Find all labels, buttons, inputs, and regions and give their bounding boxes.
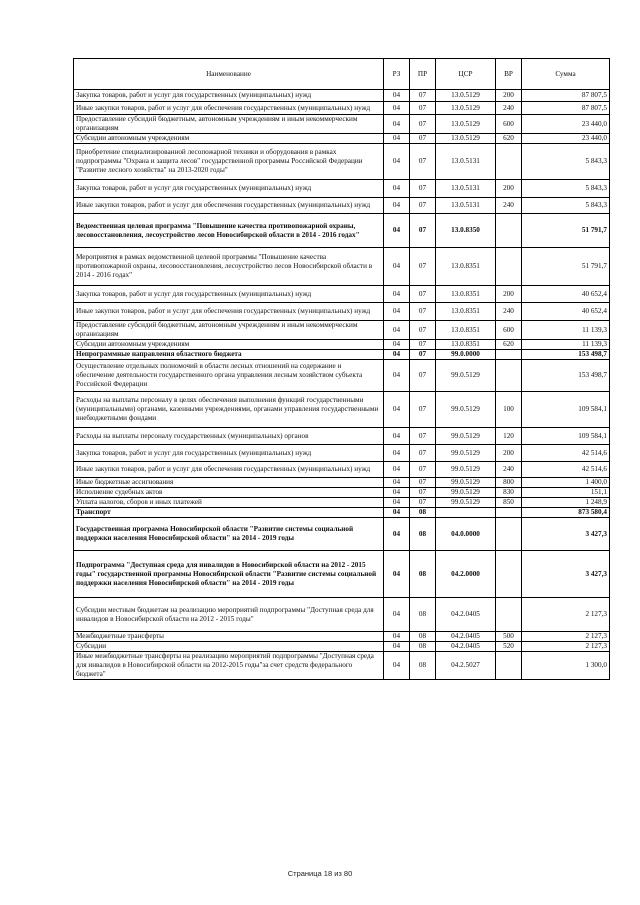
table-row	[74, 392, 610, 428]
cell-vr	[496, 598, 522, 632]
table-row	[74, 102, 610, 115]
cell-vr	[496, 360, 522, 392]
cell-sum: 2 127,3	[522, 632, 610, 642]
cell-name: Иные закупки товаров, работ и услуг для обеспечения государственных (муниципальных) нужд	[74, 102, 384, 115]
cell-sum: 1 248,9	[522, 498, 610, 508]
cell-name: Иные закупки товаров, работ и услуг для обеспечения государственных (муниципальных) нужд	[74, 198, 384, 214]
cell-pr: 07	[410, 445, 436, 462]
cell-csr: 13.0.5131	[436, 144, 496, 180]
cell-name: Субсидии	[74, 642, 384, 652]
cell-csr: 99.0.0000	[436, 350, 496, 360]
cell-pr: 08	[410, 652, 436, 680]
cell-csr: 04.0.0000	[436, 518, 496, 551]
cell-sum: 40 652,4	[522, 286, 610, 303]
table-row	[74, 340, 610, 350]
cell-vr	[496, 551, 522, 598]
table-row	[74, 488, 610, 498]
cell-sum: 873 580,4	[522, 508, 610, 518]
cell-rz: 04	[384, 214, 410, 248]
cell-name: Закупка товаров, работ и услуг для государственных (муниципальных) нужд	[74, 90, 384, 102]
cell-vr: 240	[496, 303, 522, 321]
cell-pr: 07	[410, 428, 436, 445]
cell-sum: 5 843,3	[522, 180, 610, 198]
cell-sum: 109 584,1	[522, 392, 610, 428]
cell-rz: 04	[384, 488, 410, 498]
cell-pr: 07	[410, 350, 436, 360]
cell-rz: 04	[384, 90, 410, 102]
table-row	[74, 642, 610, 652]
cell-rz: 04	[384, 321, 410, 340]
cell-vr: 620	[496, 340, 522, 350]
cell-name: Иные межбюджетные трансферты на реализацию мероприятий подпрограммы "Доступная среда для инвалидов в Новосибирской области на 2012-2015 годы"за счет средств федерального бюджета"	[74, 652, 384, 680]
cell-name: Субсидии местным бюджетам на реализацию мероприятий подпрограммы "Доступная среда для инвалидов в Новосибирской области на 2012 - 2015 годы"	[74, 598, 384, 632]
cell-vr: 600	[496, 115, 522, 134]
table-row	[74, 303, 610, 321]
cell-name: Закупка товаров, работ и услуг для государственных (муниципальных) нужд	[74, 286, 384, 303]
cell-sum: 3 427,3	[522, 551, 610, 598]
cell-name: Межбюджетные трансферты	[74, 632, 384, 642]
cell-pr: 07	[410, 102, 436, 115]
cell-sum: 23 440,0	[522, 134, 610, 144]
cell-sum: 1 300,0	[522, 652, 610, 680]
cell-csr: 13.0.5129	[436, 90, 496, 102]
table-row	[74, 286, 610, 303]
cell-csr: 99.0.5129	[436, 445, 496, 462]
header-vr: ВР	[496, 59, 522, 90]
cell-csr	[436, 508, 496, 518]
cell-pr: 07	[410, 303, 436, 321]
cell-sum: 42 514,6	[522, 462, 610, 478]
cell-pr: 07	[410, 90, 436, 102]
cell-rz: 04	[384, 551, 410, 598]
cell-sum: 3 427,3	[522, 518, 610, 551]
cell-name: Ведомственная целевая программа "Повышение качества противопожарной охраны, лесовосстановления, лесоустройство лесов Новосибирской области в 2014 - 2016 годах"	[74, 214, 384, 248]
cell-sum: 153 498,7	[522, 350, 610, 360]
cell-csr: 99.0.5129	[436, 392, 496, 428]
cell-vr: 240	[496, 102, 522, 115]
table-row	[74, 598, 610, 632]
cell-csr: 13.0.5129	[436, 115, 496, 134]
cell-vr: 620	[496, 134, 522, 144]
cell-sum: 11 139,3	[522, 340, 610, 350]
cell-rz: 04	[384, 340, 410, 350]
cell-vr: 200	[496, 445, 522, 462]
cell-rz: 04	[384, 642, 410, 652]
cell-csr: 99.0.5129	[436, 498, 496, 508]
cell-pr: 07	[410, 248, 436, 286]
cell-csr: 13.0.8351	[436, 286, 496, 303]
cell-vr: 500	[496, 632, 522, 642]
cell-vr: 800	[496, 478, 522, 488]
cell-vr: 830	[496, 488, 522, 498]
cell-pr: 07	[410, 321, 436, 340]
cell-rz: 04	[384, 134, 410, 144]
cell-name: Государственная программа Новосибирской области "Развитие системы социальной поддержки населения Новосибирской области" на 2014 - 2019 годы	[74, 518, 384, 551]
cell-pr: 08	[410, 508, 436, 518]
cell-csr: 04.2.0405	[436, 598, 496, 632]
table-row	[74, 428, 610, 445]
cell-csr: 99.0.5129	[436, 428, 496, 445]
table-row	[74, 115, 610, 134]
cell-csr: 13.0.5129	[436, 134, 496, 144]
cell-rz: 04	[384, 632, 410, 642]
cell-sum: 151,1	[522, 488, 610, 498]
cell-pr: 07	[410, 286, 436, 303]
table-row	[74, 350, 610, 360]
cell-sum: 87 807,5	[522, 90, 610, 102]
table-row	[74, 321, 610, 340]
cell-pr: 07	[410, 392, 436, 428]
cell-rz: 04	[384, 652, 410, 680]
cell-name: Уплата налогов, сборов и иных платежей	[74, 498, 384, 508]
cell-rz: 04	[384, 478, 410, 488]
table-row	[74, 134, 610, 144]
table-row	[74, 144, 610, 180]
cell-name: Иные закупки товаров, работ и услуг для обеспечения государственных (муниципальных) нужд	[74, 303, 384, 321]
cell-csr: 04.2.0000	[436, 551, 496, 598]
header-sum: Сумма	[522, 59, 610, 90]
header-pr: ПР	[410, 59, 436, 90]
cell-vr	[496, 144, 522, 180]
cell-csr: 99.0.5129	[436, 478, 496, 488]
header-name: Наименование	[74, 59, 384, 90]
cell-pr: 07	[410, 134, 436, 144]
cell-csr: 04.2.0405	[436, 642, 496, 652]
cell-pr: 07	[410, 214, 436, 248]
cell-rz: 04	[384, 508, 410, 518]
cell-name: Расходы на выплаты персоналу в целях обеспечения выполнения функций государственными (муниципальными) органами, казенными учреждениями, органами управления государственными внебюджетными фондами	[74, 392, 384, 428]
cell-pr: 07	[410, 198, 436, 214]
cell-csr: 13.0.8351	[436, 321, 496, 340]
cell-vr: 200	[496, 180, 522, 198]
cell-rz: 04	[384, 144, 410, 180]
budget-table	[73, 58, 610, 680]
cell-pr: 07	[410, 498, 436, 508]
table-row	[74, 478, 610, 488]
table-row	[74, 445, 610, 462]
header-rz: РЗ	[384, 59, 410, 90]
cell-pr: 07	[410, 478, 436, 488]
cell-rz: 04	[384, 198, 410, 214]
table-row	[74, 462, 610, 478]
cell-name: Предоставление субсидий бюджетным, автономным учреждениям и иным некоммерческим организациям	[74, 321, 384, 340]
cell-pr: 07	[410, 360, 436, 392]
table-row	[74, 518, 610, 551]
cell-sum: 5 843,3	[522, 144, 610, 180]
cell-name: Подпрограмма "Доступная среда для инвалидов в Новосибирской области на 2012 - 2015 годы" государственной программы Новосибирской области "Развитие системы социальной поддержки населения Новосибирской области" на 2014 - 2019 годы	[74, 551, 384, 598]
cell-csr: 13.0.8351	[436, 303, 496, 321]
cell-rz: 04	[384, 392, 410, 428]
cell-sum: 11 139,3	[522, 321, 610, 340]
header-csr: ЦСР	[436, 59, 496, 90]
cell-vr: 240	[496, 462, 522, 478]
cell-name: Иные закупки товаров, работ и услуг для обеспечения государственных (муниципальных) нужд	[74, 462, 384, 478]
table-header-row	[74, 59, 610, 90]
cell-sum: 42 514,6	[522, 445, 610, 462]
cell-name: Транспорт	[74, 508, 384, 518]
cell-name: Непрограммные направления областного бюджета	[74, 350, 384, 360]
cell-vr	[496, 248, 522, 286]
cell-sum: 51 791,7	[522, 248, 610, 286]
cell-csr: 13.0.8351	[436, 248, 496, 286]
cell-sum: 1 400,0	[522, 478, 610, 488]
cell-name: Предоставление субсидий бюджетным, автономным учреждениям и иным некоммерческим организациям	[74, 115, 384, 134]
cell-sum: 40 652,4	[522, 303, 610, 321]
cell-vr	[496, 652, 522, 680]
cell-pr: 07	[410, 144, 436, 180]
cell-pr: 07	[410, 340, 436, 350]
table-row	[74, 248, 610, 286]
cell-rz: 04	[384, 360, 410, 392]
cell-name: Субсидии автономным учреждениям	[74, 134, 384, 144]
page-number: Страница 18 из 80	[287, 869, 353, 878]
cell-rz: 04	[384, 498, 410, 508]
cell-rz: 04	[384, 518, 410, 551]
cell-rz: 04	[384, 445, 410, 462]
cell-csr: 04.2.0405	[436, 632, 496, 642]
cell-name: Исполнение судебных актов	[74, 488, 384, 498]
cell-rz: 04	[384, 115, 410, 134]
cell-rz: 04	[384, 303, 410, 321]
cell-csr: 99.0.5129	[436, 488, 496, 498]
cell-pr: 08	[410, 551, 436, 598]
cell-sum: 5 843,3	[522, 198, 610, 214]
cell-rz: 04	[384, 462, 410, 478]
cell-csr: 13.0.5129	[436, 102, 496, 115]
table-row	[74, 180, 610, 198]
cell-pr: 08	[410, 642, 436, 652]
cell-vr: 120	[496, 428, 522, 445]
cell-vr: 520	[496, 642, 522, 652]
cell-rz: 04	[384, 180, 410, 198]
cell-pr: 07	[410, 180, 436, 198]
table-row	[74, 508, 610, 518]
table-row	[74, 632, 610, 642]
cell-rz: 04	[384, 350, 410, 360]
cell-sum: 51 791,7	[522, 214, 610, 248]
cell-pr: 08	[410, 518, 436, 551]
cell-pr: 07	[410, 115, 436, 134]
cell-vr	[496, 508, 522, 518]
cell-csr: 13.0.8351	[436, 340, 496, 350]
cell-rz: 04	[384, 598, 410, 632]
table-row	[74, 360, 610, 392]
cell-rz: 04	[384, 248, 410, 286]
cell-name: Приобретение специализированной лесопожарной техники и оборудования в рамках подпрограммы "Охрана и защита лесов" государственной программы Российской Федерации "Развитие лесного хозяйства" на 2013-2020 годы"	[74, 144, 384, 180]
cell-sum: 109 584,1	[522, 428, 610, 445]
cell-vr: 200	[496, 90, 522, 102]
cell-name: Расходы на выплаты персоналу государственных (муниципальных) органов	[74, 428, 384, 445]
cell-pr: 08	[410, 632, 436, 642]
cell-rz: 04	[384, 286, 410, 303]
table-row	[74, 652, 610, 680]
cell-sum: 87 807,5	[522, 102, 610, 115]
cell-csr: 13.0.5131	[436, 180, 496, 198]
table-row	[74, 498, 610, 508]
table-row	[74, 214, 610, 248]
cell-name: Мероприятия в рамках ведомственной целевой программы "Повышение качества противопожарной охраны, лесовосстановления, лесоустройство лесов Новосибирской области в 2014 - 2016 годах"	[74, 248, 384, 286]
cell-rz: 04	[384, 102, 410, 115]
cell-vr	[496, 350, 522, 360]
cell-rz: 04	[384, 428, 410, 445]
cell-name: Субсидии автономным учреждениям	[74, 340, 384, 350]
cell-vr: 100	[496, 392, 522, 428]
table-row	[74, 90, 610, 102]
cell-vr: 240	[496, 198, 522, 214]
cell-name: Закупка товаров, работ и услуг для государственных (муниципальных) нужд	[74, 445, 384, 462]
cell-pr: 07	[410, 488, 436, 498]
cell-sum: 23 440,0	[522, 115, 610, 134]
cell-vr	[496, 518, 522, 551]
cell-vr: 600	[496, 321, 522, 340]
cell-csr: 13.0.5131	[436, 198, 496, 214]
cell-vr: 200	[496, 286, 522, 303]
cell-csr: 99.0.5129	[436, 360, 496, 392]
cell-csr: 13.0.8350	[436, 214, 496, 248]
cell-name: Осуществление отдельных полномочий в области лесных отношений на содержание и обеспечение деятельности государственного органа управления лесным хозяйством субъекта Российской Федерации	[74, 360, 384, 392]
cell-sum: 2 127,3	[522, 642, 610, 652]
cell-csr: 99.0.5129	[436, 462, 496, 478]
cell-pr: 07	[410, 462, 436, 478]
cell-vr: 850	[496, 498, 522, 508]
cell-name: Закупка товаров, работ и услуг для государственных (муниципальных) нужд	[74, 180, 384, 198]
cell-name: Иные бюджетные ассигнования	[74, 478, 384, 488]
table-row	[74, 551, 610, 598]
table-row	[74, 198, 610, 214]
table-body	[74, 90, 610, 680]
cell-pr: 08	[410, 598, 436, 632]
cell-csr: 04.2.5027	[436, 652, 496, 680]
cell-vr	[496, 214, 522, 248]
cell-sum: 153 498,7	[522, 360, 610, 392]
cell-sum: 2 127,3	[522, 598, 610, 632]
